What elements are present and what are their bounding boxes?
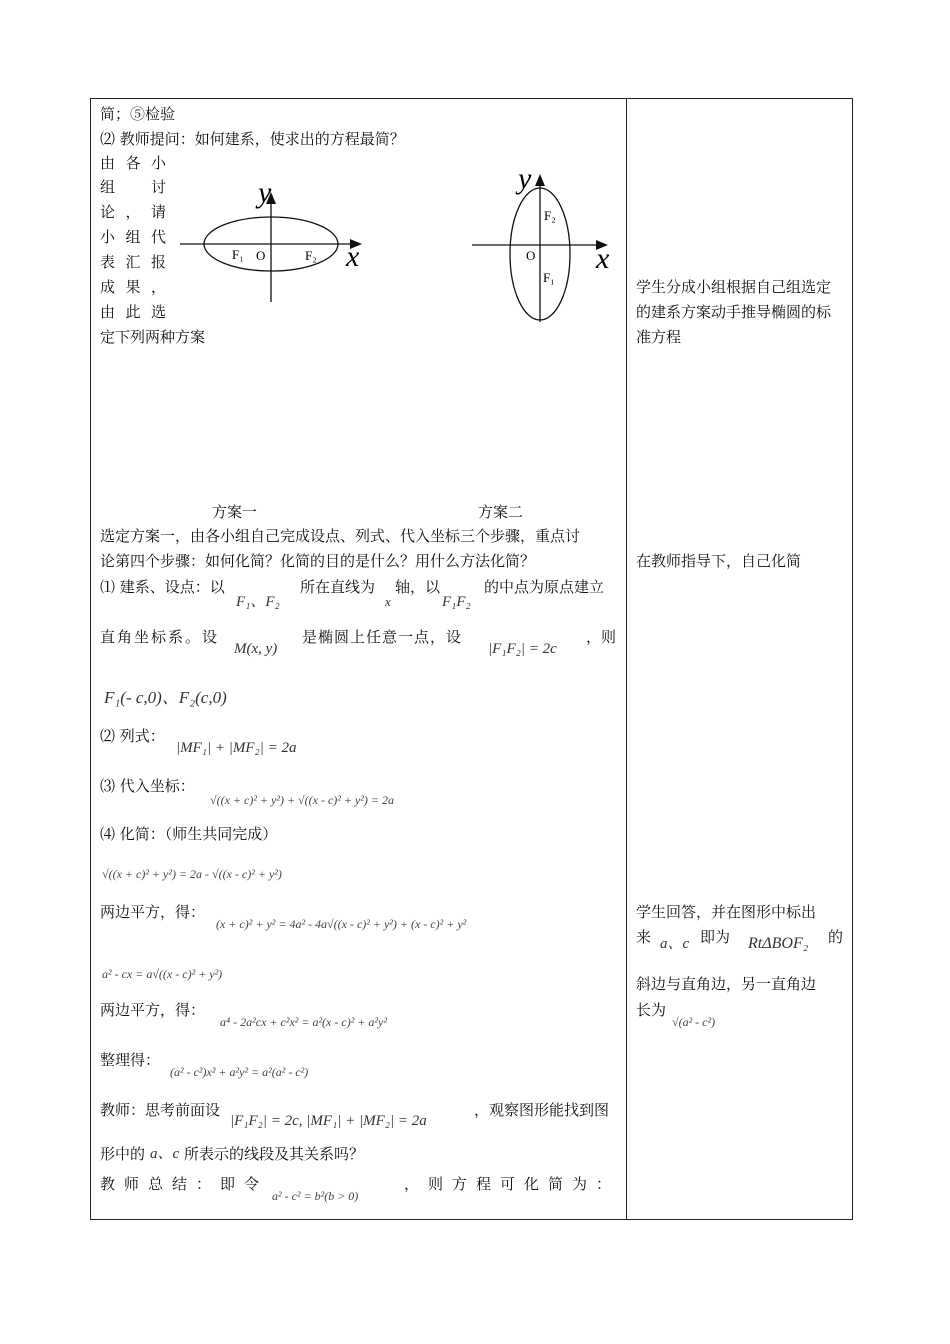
focus-f2-label: F₂ xyxy=(305,248,317,263)
right-note-3-is: 即为 xyxy=(700,928,731,946)
math-equation-5: a² - cx = a√((x - c)² + y²) xyxy=(102,967,223,981)
math-right-leg-length: √(a² - c²) xyxy=(672,1015,716,1029)
square-both-sides-label-2: 两边平方，得： xyxy=(100,1001,206,1019)
paragraph-plan-1-line-2: 论第四个步骤：如何化简？化简的目的是什么？用什么方法化简？ xyxy=(100,552,536,570)
right-note-1-line-3: 准方程 xyxy=(636,328,682,346)
narrow-line: 表 汇 报 xyxy=(100,253,166,271)
step-3-label: ⑶ 代入坐标： xyxy=(100,777,195,795)
narrow-line: 由 各 小 xyxy=(100,154,166,172)
figure-caption-plan-2: 方案二 xyxy=(478,503,524,521)
math-step-4-equation: √((x + c)² + y²) = 2a - √((x - c)² + y²) xyxy=(102,867,282,881)
right-note-3-come: 来 xyxy=(636,928,652,946)
right-note-3-of: 的 xyxy=(828,928,844,946)
text-choose-plans: 定下列两种方案 xyxy=(100,328,206,346)
narrow-line: 组 讨 xyxy=(100,178,166,196)
x-axis-label: x xyxy=(346,240,360,273)
summary-prefix: 教师总结：即令 xyxy=(100,1175,269,1193)
math-point-m: M(x, y) xyxy=(234,641,278,657)
right-note-1-line-2: 的建系方案动手推导椭圆的标 xyxy=(636,303,832,321)
diagram-horizontal-ellipse xyxy=(178,178,374,306)
y-axis-label: y xyxy=(518,164,532,195)
right-note-3-line-3: 斜边与直角边，另一直角边 xyxy=(636,975,817,993)
summary-suffix: ，则方程可化简为： xyxy=(404,1175,621,1193)
right-note-2: 在教师指导下，自己化简 xyxy=(636,552,802,570)
y-axis-label: y xyxy=(258,178,272,209)
step-1-axis-text: 轴，以 xyxy=(395,578,441,596)
right-note-1-line-1: 学生分成小组根据自己组选定 xyxy=(636,278,832,296)
step-1-coordinate-text: 直角坐标系。设 xyxy=(100,628,220,646)
focus-f2-label: F₂ xyxy=(544,208,556,223)
narrow-line: 小 组 代 xyxy=(100,228,166,246)
math-a-c: a、c xyxy=(150,1146,180,1162)
narrow-line: 成 果 ， xyxy=(100,278,166,296)
teacher-prompt-suffix: ，观察图形能找到图 xyxy=(474,1101,610,1119)
step-2-label: ⑵ 列式： xyxy=(100,727,165,745)
focus-f1-label: F₁ xyxy=(543,270,555,285)
math-right-triangle: RtΔBOF₂ xyxy=(748,935,809,952)
step-1-any-point-text: 是椭圆上任意一点，设 xyxy=(302,628,463,646)
teacher-prompt-line-2b: 所表示的线段及其关系吗？ xyxy=(184,1145,365,1163)
teacher-prompt-line-2a: 形中的 xyxy=(100,1145,146,1163)
column-divider xyxy=(626,98,627,1220)
step-4-label: ⑷ 化简：（师生共同完成） xyxy=(100,825,278,843)
math-square-equation-1: (x + c)² + y² = 4a² - 4a√((x - c)² + y²) + (x - c)² + y² xyxy=(216,917,467,931)
right-note-3-length: 长为 xyxy=(636,1001,667,1019)
step-1-midpoint-text: 的中点为原点建立 xyxy=(484,578,605,596)
math-f1-f2: F₁、F₂ xyxy=(236,594,280,610)
focus-f1-label: F₁ xyxy=(232,247,244,262)
math-step-3-equation: √((x + c)² + y²) + √((x - c)² + y²) = 2a xyxy=(210,793,394,807)
math-teacher-equation: |F₁F₂| = 2c, |MF₁| + |MF₂| = 2a xyxy=(230,1113,427,1129)
diagram-vertical-ellipse xyxy=(468,164,620,324)
narrow-line: 由 此 选 xyxy=(100,303,166,321)
math-step-2-equation: |MF₁| + |MF₂| = 2a xyxy=(176,740,297,756)
math-tidy-equation: (a² - c²)x² + a²y² = a²(a² - c²) xyxy=(170,1065,309,1079)
math-right-a-c: a、c xyxy=(660,936,690,952)
narrow-line: 论 ， 请 xyxy=(100,203,166,221)
text-step-check: 简；⑤检验 xyxy=(100,105,176,123)
paragraph-plan-1-line-1: 选定方案一，由各小组自己完成设点、列式、代入坐标三个步骤，重点讨 xyxy=(100,527,581,545)
tidy-label: 整理得： xyxy=(100,1051,161,1069)
math-focus-coordinates: F₁(- c,0)、F₂(c,0) xyxy=(104,688,227,707)
origin-label: O xyxy=(526,248,536,263)
math-summary-equation: a² - c² = b²(b > 0) xyxy=(272,1189,359,1203)
math-focal-distance: |F₁F₂| = 2c xyxy=(488,641,557,657)
right-note-3-line-1: 学生回答，并在图形中标出 xyxy=(636,903,817,921)
origin-label: O xyxy=(256,248,266,263)
x-axis-label: x xyxy=(596,242,610,275)
step-1-line-text: 所在直线为 xyxy=(300,578,376,596)
math-x: x xyxy=(385,594,391,609)
y-axis-arrow xyxy=(535,174,545,186)
figure-caption-plan-1: 方案一 xyxy=(212,503,258,521)
step-1-then: ，则 xyxy=(586,628,617,646)
square-both-sides-label-1: 两边平方，得： xyxy=(100,903,206,921)
teacher-question: ⑵ 教师提问：如何建系，使求出的方程最简？ xyxy=(100,130,405,148)
math-f1f2: F₁F₂ xyxy=(442,594,471,610)
math-square-equation-2: a⁴ - 2a²cx + c²x² = a²(x - c)² + a²y² xyxy=(220,1015,387,1029)
step-1-prefix: ⑴ 建系、设点：以 xyxy=(100,578,225,596)
teacher-prompt-prefix: 教师：思考前面设 xyxy=(100,1101,221,1119)
